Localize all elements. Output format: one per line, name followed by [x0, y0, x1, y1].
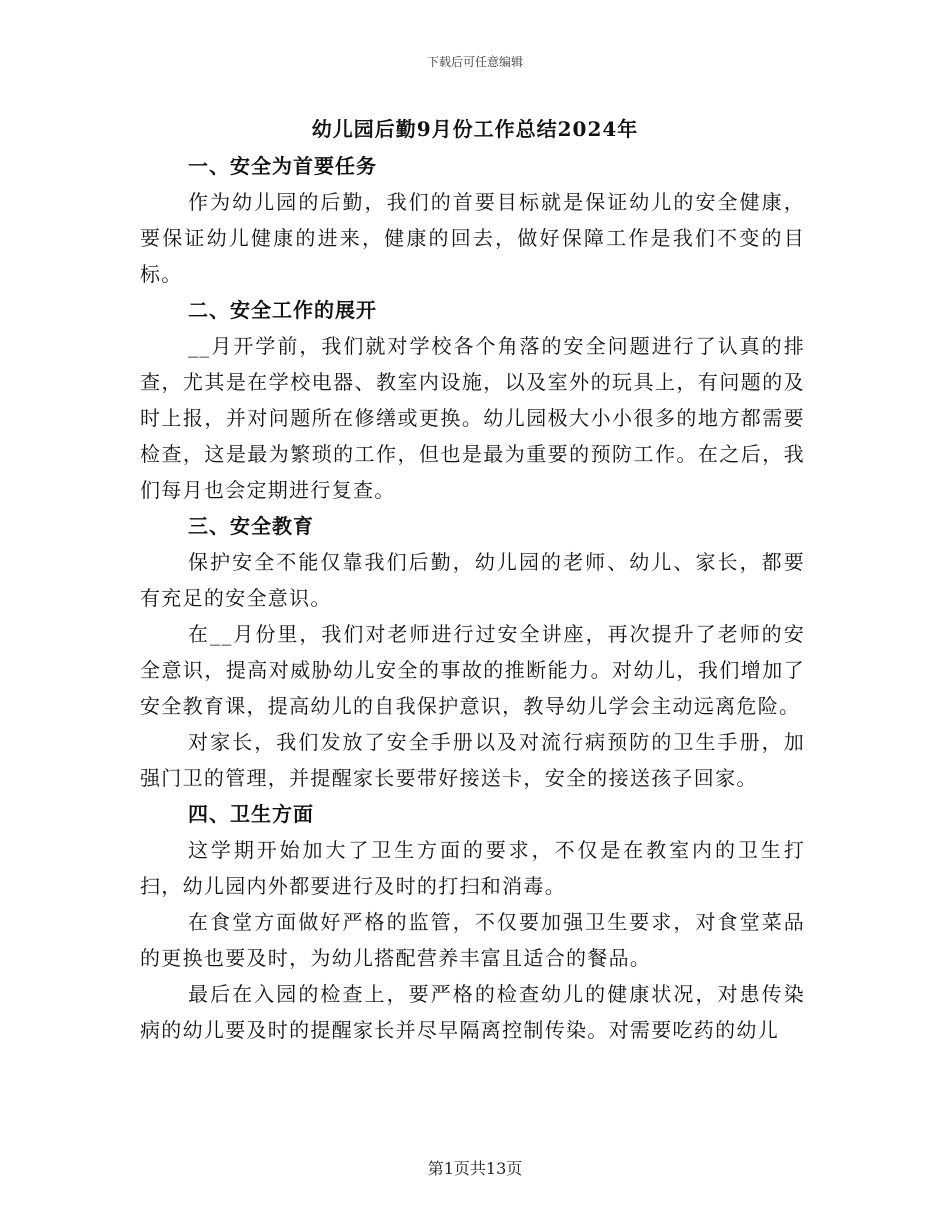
- paragraph: 在__月份里，我们对老师进行过安全讲座，再次提升了老师的安全意识，提高对威胁幼儿安全的事故的推断能力。对幼儿，我们增加了安全教育课，提高幼儿的自我保护意识，教导幼儿学会主动远离危险。: [140, 622, 805, 718]
- page-number: 第1页共13页: [427, 1159, 523, 1178]
- section-heading: 三、安全教育: [188, 514, 314, 538]
- section-heading: 一、安全为首要任务: [188, 154, 377, 178]
- paragraph: 这学期开始加大了卫生方面的要求，不仅是在教室内的卫生打扫，幼儿园内外都要进行及时的打扫和消毒。: [140, 838, 805, 898]
- document-body: [140, 148, 805, 1048]
- paragraph: 保护安全不能仅靠我们后勤，幼儿园的老师、幼儿、家长，都要有充足的安全意识。: [140, 550, 805, 610]
- paragraph: 在食堂方面做好严格的监管，不仅要加强卫生要求，对食堂菜品的更换也要及时，为幼儿搭配营养丰富且适合的餐品。: [140, 910, 805, 970]
- header-note: 下载后可任意编辑: [426, 55, 523, 69]
- page-title: 幼儿园后勤9月份工作总结2024年: [311, 117, 639, 141]
- section-heading: 二、安全工作的展开: [188, 298, 377, 322]
- paragraph: 作为幼儿园的后勤，我们的首要目标就是保证幼儿的安全健康，要保证幼儿健康的进来，健康的回去，做好保障工作是我们不变的目标。: [140, 190, 805, 286]
- paragraph: 最后在入园的检查上，要严格的检查幼儿的健康状况，对患传染病的幼儿要及时的提醒家长并尽早隔离控制传染。对需要吃药的幼儿: [140, 982, 805, 1042]
- paragraph: 对家长，我们发放了安全手册以及对流行病预防的卫生手册，加强门卫的管理，并提醒家长要带好接送卡，安全的接送孩子回家。: [140, 730, 805, 790]
- section-heading: 四、卫生方面: [188, 802, 314, 826]
- paragraph: __月开学前，我们就对学校各个角落的安全问题进行了认真的排查，尤其是在学校电器、教室内设施，以及室外的玩具上，有问题的及时上报，并对问题所在修缮或更换。幼儿园极大小小很多的地方都需要检查，这是最为繁琐的工作，但也是最为重要的预防工作。在之后，我们每月也会定期进行复查。: [140, 334, 805, 502]
